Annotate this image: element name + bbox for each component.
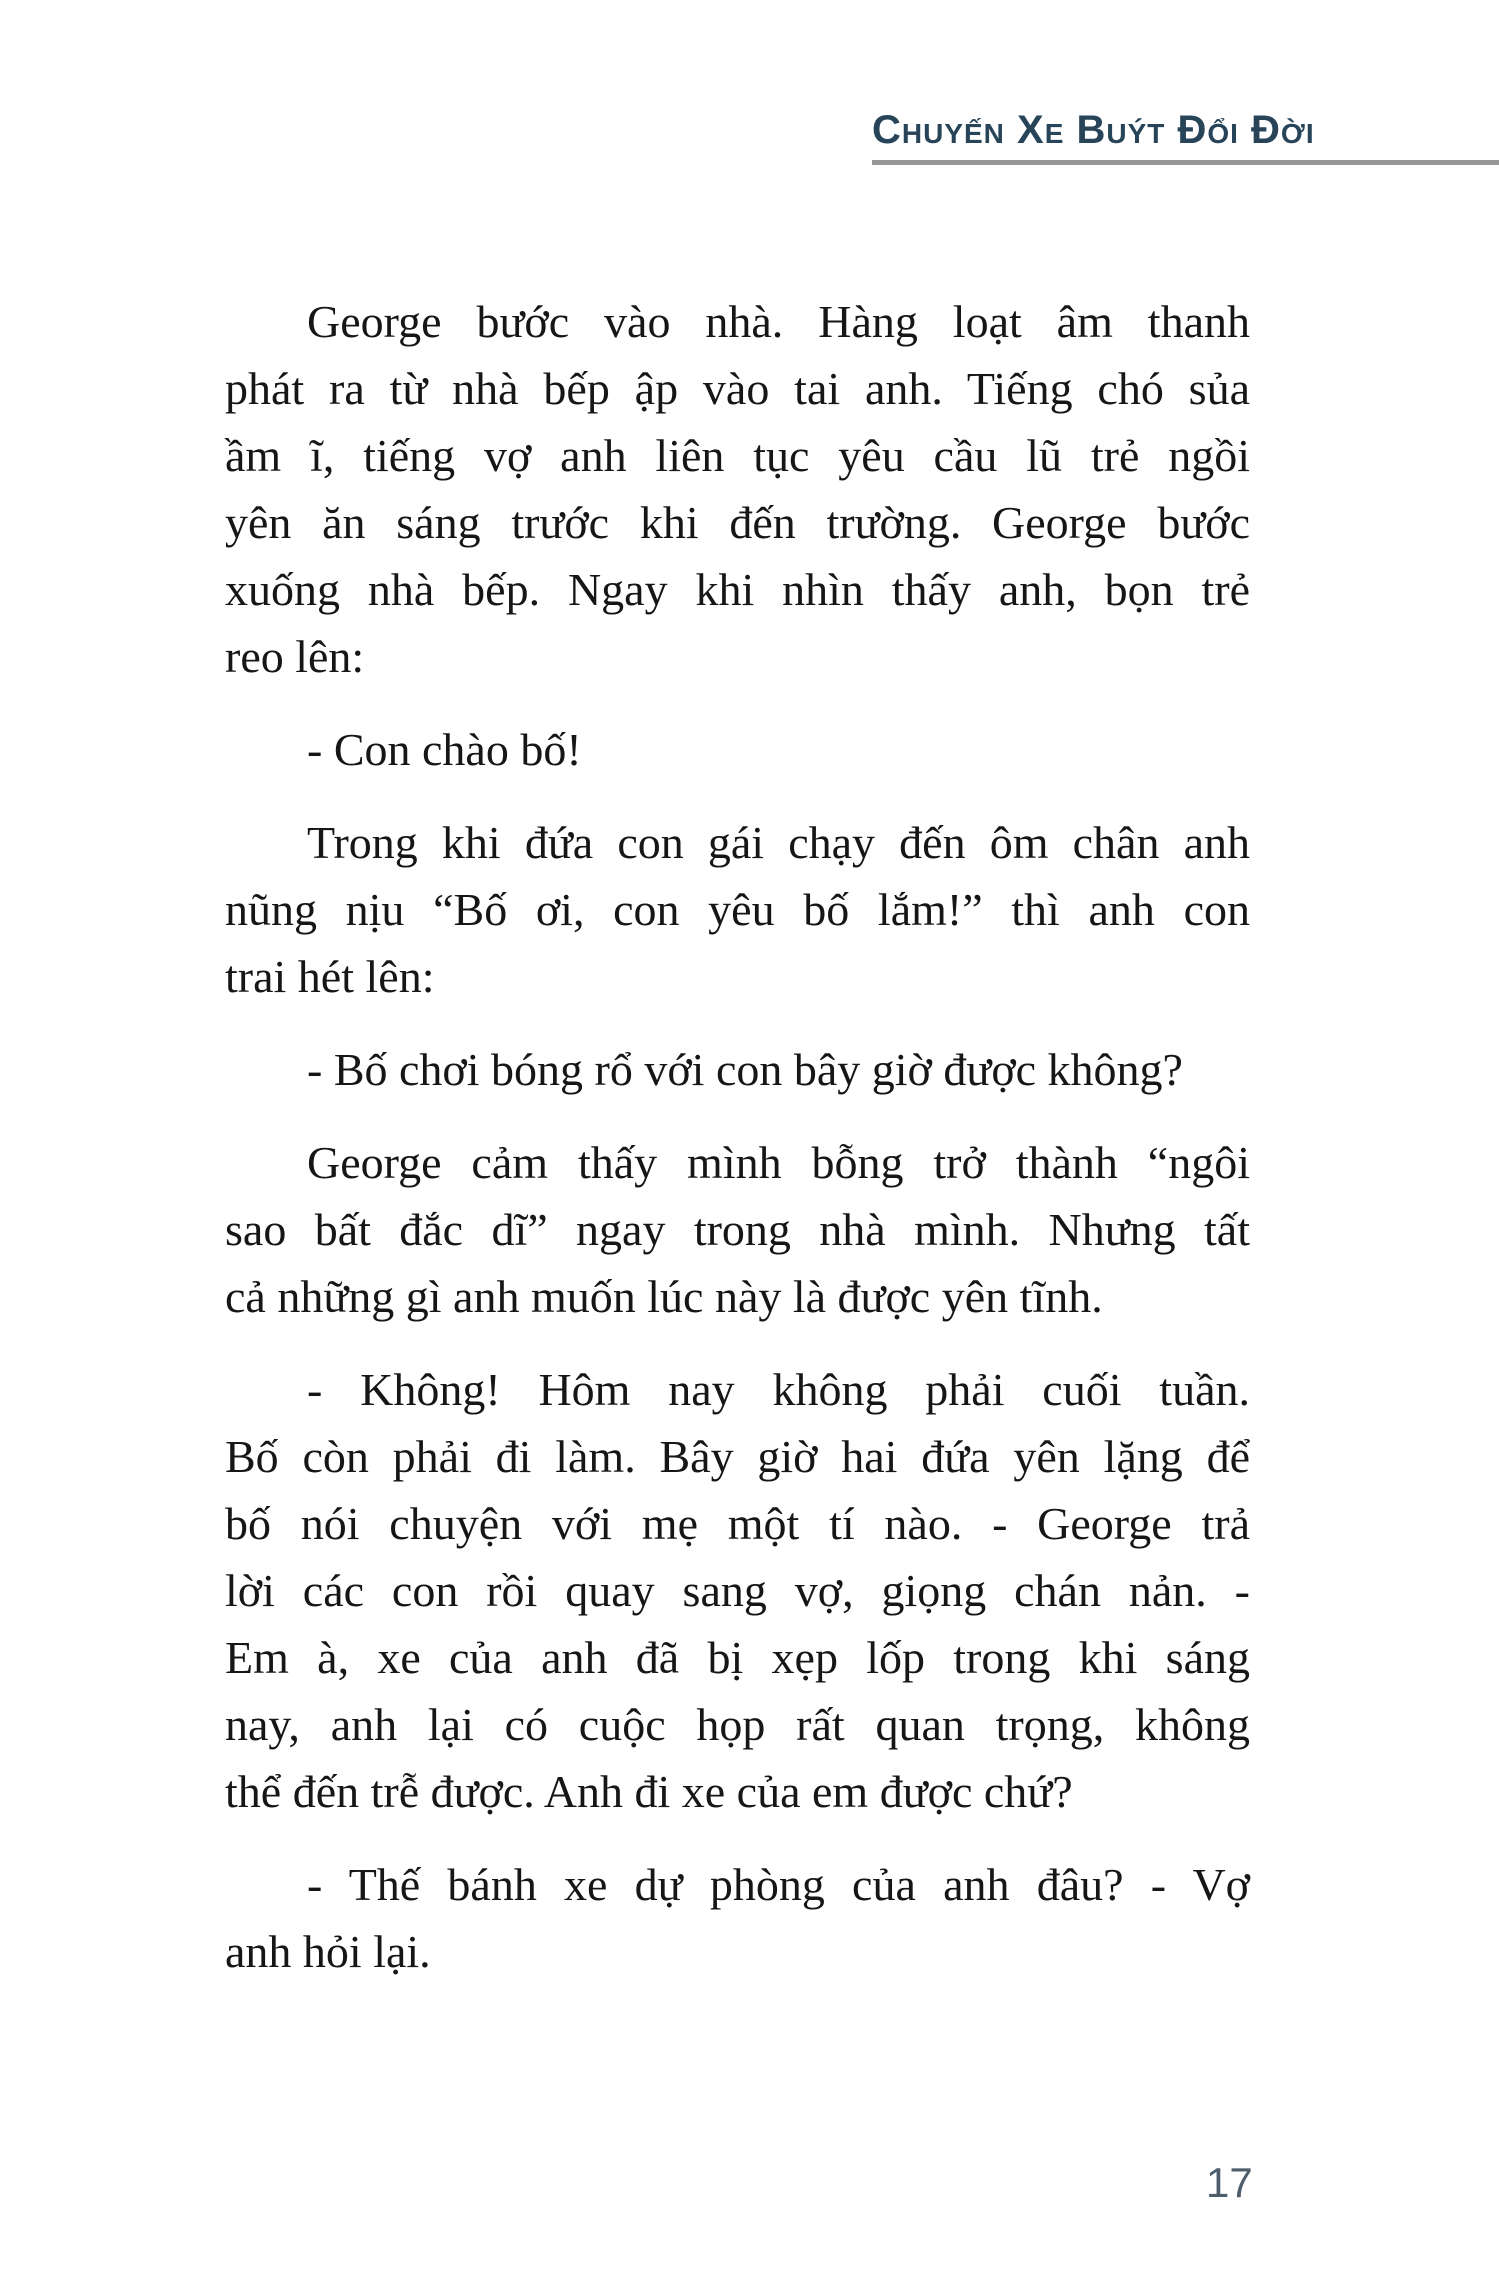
page-header bbox=[872, 110, 1499, 165]
paragraph bbox=[225, 1851, 1250, 1985]
text-line: trai hét lên: bbox=[225, 951, 435, 1002]
page-number: 17 bbox=[1206, 2159, 1253, 2206]
body-text bbox=[225, 288, 1250, 1985]
text-line: Em à, xe của anh đã bị xẹp lốp trong khi sáng bbox=[225, 1632, 1250, 1683]
paragraph bbox=[225, 288, 1250, 690]
text-line: thể đến trễ được. Anh đi xe của em được chứ? bbox=[225, 1766, 1073, 1817]
text-line: - Không! Hôm nay không phải cuối tuần. bbox=[307, 1364, 1250, 1415]
text-line: bố nói chuyện với mẹ một tí nào. - George trả bbox=[225, 1498, 1250, 1549]
text-line: George bước vào nhà. Hàng loạt âm thanh bbox=[307, 296, 1250, 347]
paragraph bbox=[225, 1129, 1250, 1330]
header-rule bbox=[872, 160, 1499, 165]
text-line: phát ra từ nhà bếp ập vào tai anh. Tiếng chó sủa bbox=[225, 363, 1250, 414]
text-line: reo lên: bbox=[225, 631, 365, 682]
text-line: - Bố chơi bóng rổ với con bây giờ được không? bbox=[307, 1044, 1183, 1095]
paragraph bbox=[225, 809, 1250, 1010]
text-line: nũng nịu “Bố ơi, con yêu bố lắm!” thì anh con bbox=[225, 884, 1250, 935]
text-line: nay, anh lại có cuộc họp rất quan trọng, không bbox=[225, 1699, 1250, 1750]
text-line: sao bất đắc dĩ” ngay trong nhà mình. Nhưng tất bbox=[225, 1204, 1250, 1255]
paragraph bbox=[225, 1356, 1250, 1825]
text-line: yên ăn sáng trước khi đến trường. George bước bbox=[225, 497, 1250, 548]
text-line: George cảm thấy mình bỗng trở thành “ngôi bbox=[307, 1137, 1250, 1188]
text-line: lời các con rồi quay sang vợ, giọng chán nản. - bbox=[225, 1565, 1250, 1616]
text-line: cả những gì anh muốn lúc này là được yên tĩnh. bbox=[225, 1271, 1103, 1322]
text-line: Trong khi đứa con gái chạy đến ôm chân anh bbox=[307, 817, 1250, 868]
text-line: Bố còn phải đi làm. Bây giờ hai đứa yên lặng để bbox=[225, 1431, 1250, 1482]
paragraph bbox=[225, 716, 1250, 783]
text-line: ầm ĩ, tiếng vợ anh liên tục yêu cầu lũ trẻ ngồi bbox=[225, 430, 1250, 481]
running-head-title: Chuyến Xe Buýt Đổi Đời bbox=[872, 108, 1315, 152]
text-line: - Con chào bố! bbox=[307, 724, 582, 775]
text-line: xuống nhà bếp. Ngay khi nhìn thấy anh, bọn trẻ bbox=[225, 564, 1250, 615]
paragraph bbox=[225, 1036, 1250, 1103]
text-line: anh hỏi lại. bbox=[225, 1926, 431, 1977]
text-line: - Thế bánh xe dự phòng của anh đâu? - Vợ bbox=[307, 1859, 1250, 1910]
